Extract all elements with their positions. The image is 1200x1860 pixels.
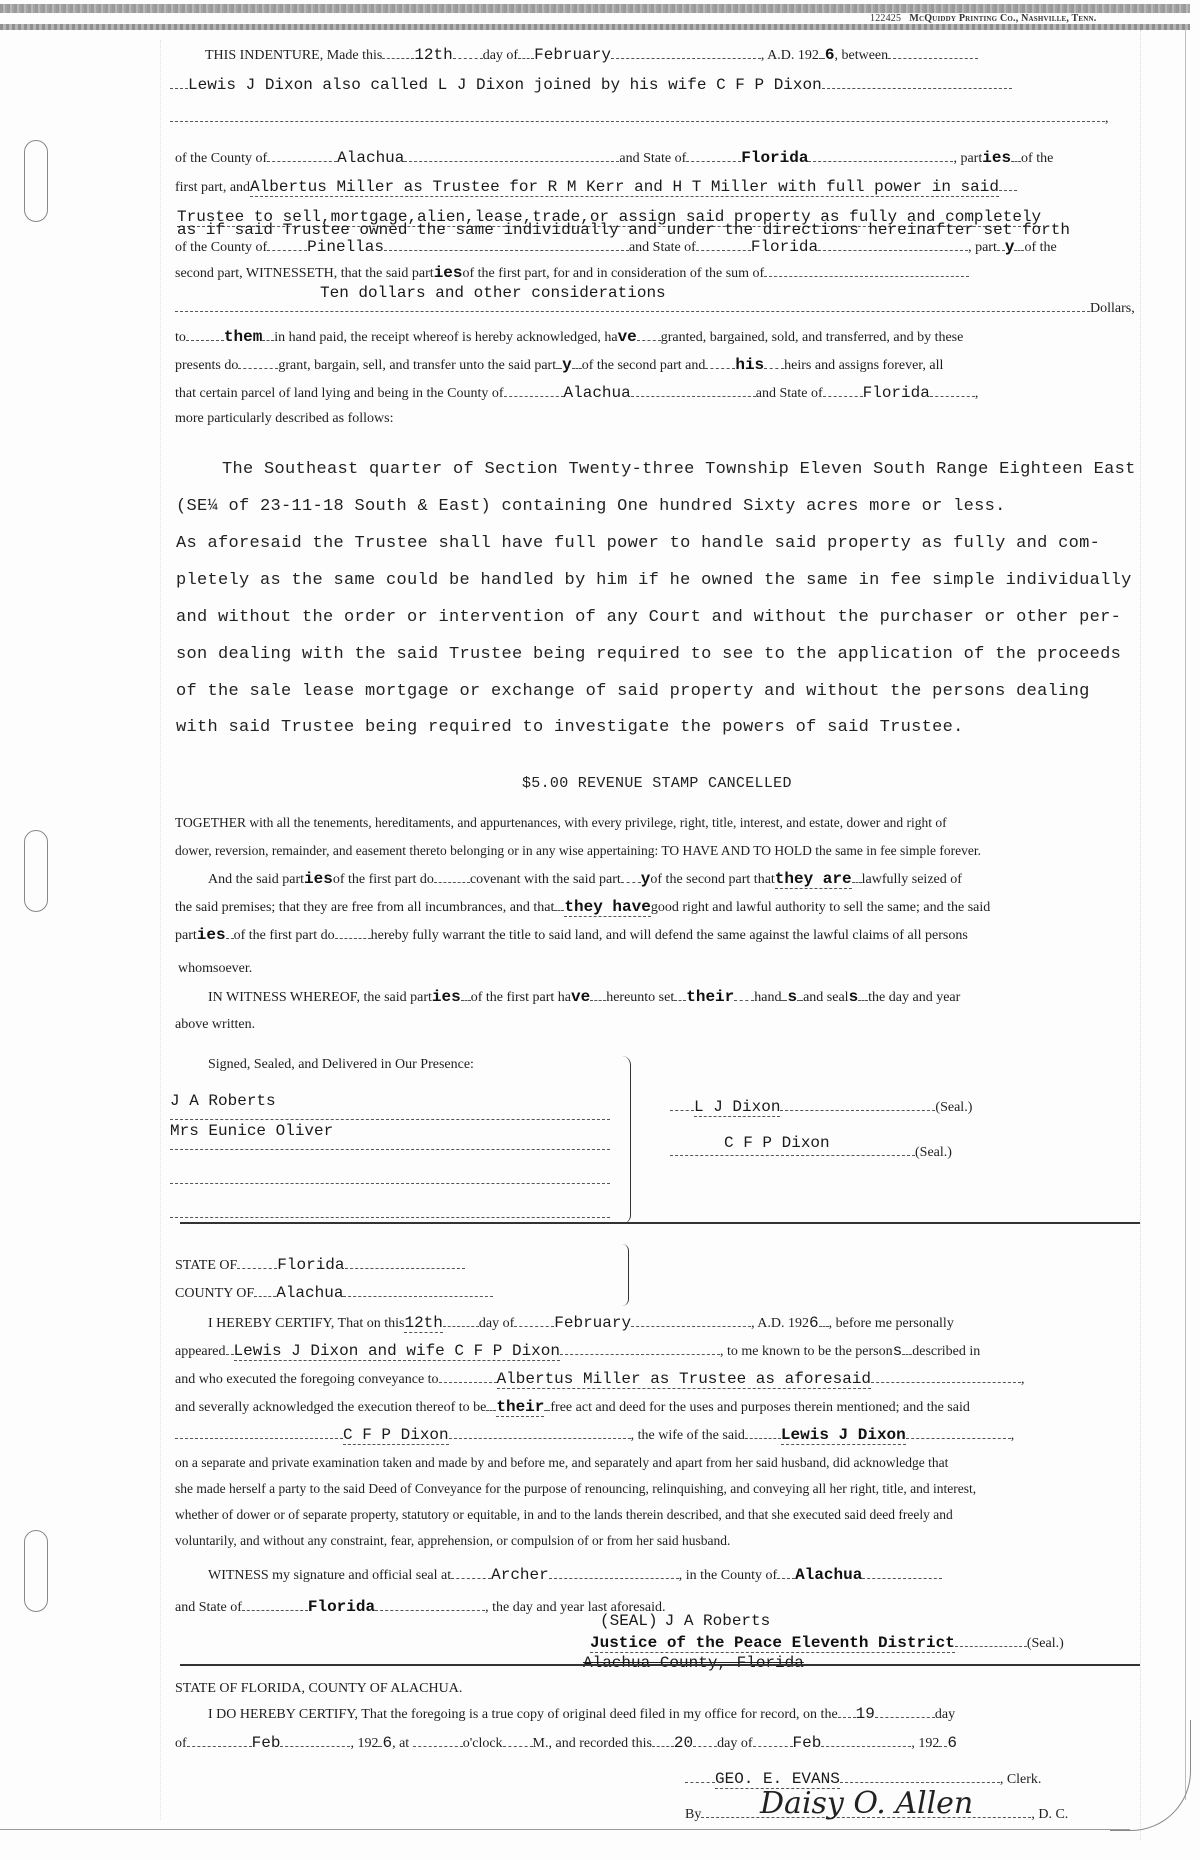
page-corner-curl: [1110, 1720, 1191, 1831]
conveyed-to: Albertus Miller as Trustee as aforesaid: [496, 1370, 872, 1388]
label: the said premises; that they are free from all incumbrances, and that: [175, 900, 555, 915]
severally-line: [175, 1398, 970, 1417]
right-margin-line: [1140, 30, 1142, 1840]
party-suffix: ies: [196, 926, 226, 944]
in-witness-line: [208, 988, 960, 1007]
witness-seal-line: [208, 1566, 942, 1585]
section-divider: [180, 1664, 1140, 1666]
ack-day: 12th: [404, 1314, 443, 1332]
label: to: [175, 330, 186, 345]
separate-exam-line: on a separate and private examination taken and made by and before me, and separately and apart from her said husband, did acknowledge that: [175, 1455, 949, 1470]
covenant-line: [208, 870, 962, 889]
description-line: (SE¼ of 23-11-18 South & East) containing One hundred Sixty acres more or less.: [176, 497, 1006, 516]
parcel-line: that certain parcel of land lying and being in the County of Alachua and State of Florida ,: [175, 384, 979, 402]
label: , D. C.: [1031, 1807, 1069, 1822]
whomsoever-text: whomsoever.: [178, 961, 253, 976]
label: of the: [1024, 240, 1057, 255]
grantor-names: Lewis J Dixon also called L J Dixon joined by his wife C F P Dixon: [188, 76, 822, 94]
witness-state-line: [175, 1598, 665, 1617]
label: By: [685, 1807, 702, 1822]
parcel-county: Alachua: [563, 384, 631, 402]
premises-line: [175, 898, 990, 917]
grantor-signature-line: [670, 1144, 952, 1162]
grantee-state: Florida: [750, 238, 819, 256]
grantee-county: Pinellas: [307, 238, 384, 256]
label: , the wife of the said: [630, 1428, 745, 1443]
grantee-name: Albertus Miller as Trustee for R M Kerr and H T Miller with full power in said: [250, 178, 999, 196]
label: And the said part: [208, 872, 305, 887]
grantee-line-1: [175, 178, 1017, 197]
presents-line: [175, 356, 943, 375]
label: WITNESS my signature and official seal at: [208, 1568, 452, 1583]
grantor-names-line: [170, 76, 1012, 95]
grantee-part-suffix: y: [1004, 238, 1015, 256]
label: in hand paid, the receipt whereof is hereby acknowledged, ha: [274, 330, 618, 345]
binder-hole-icon: [24, 140, 48, 222]
ack-county-line: [175, 1284, 493, 1303]
premises-fill: they have: [564, 898, 651, 916]
label: appeared: [175, 1344, 226, 1359]
label: STATE OF: [175, 1258, 238, 1273]
presence-label: Signed, Sealed, and Delivered in Our Presence:: [208, 1057, 474, 1072]
label: and severally acknowledged the execution thereof to be: [175, 1400, 487, 1415]
paid-line: [175, 328, 963, 347]
label: COUNTY OF: [175, 1286, 255, 1301]
witness-place: Archer: [491, 1566, 549, 1584]
binder-hole-icon: [24, 830, 48, 912]
ack-year: 6: [809, 1314, 819, 1332]
description-line: son dealing with the said Trustee being required to see to the application of the proceeds: [176, 645, 1122, 664]
label: , A.D. 192: [751, 1316, 810, 1331]
label: and State of: [755, 386, 823, 401]
label: part: [175, 928, 197, 943]
label: day: [934, 1707, 956, 1722]
officer-county: Alachua County, Florida: [583, 1654, 804, 1672]
label: I HEREBY CERTIFY, That on this: [208, 1316, 405, 1331]
label: first part, and: [175, 180, 251, 195]
label: of the County of: [175, 151, 268, 166]
heirs-pronoun: his: [735, 356, 765, 374]
officer-title: Justice of the Peace Eleventh District: [590, 1634, 955, 1652]
label: of the second part and: [581, 358, 706, 373]
wife-line: C F P Dixon , the wife of the said Lewis J Dixon ,: [175, 1426, 1014, 1445]
binder-hole-icon: [24, 1530, 48, 1612]
label: , in the County of: [678, 1568, 778, 1583]
signer-name: L J Dixon: [694, 1098, 781, 1116]
grantee-powers: Trustee to sell,mortgage,alien,lease,trade,or assign said property as fully and completely: [177, 208, 1042, 226]
wife-name: C F P Dixon: [343, 1426, 449, 1444]
signer-name: C F P Dixon: [724, 1134, 830, 1152]
blank-line: ,: [170, 110, 1109, 128]
party-suffix: y: [562, 356, 572, 374]
rule: [170, 1138, 610, 1156]
label: , A.D. 192: [760, 48, 819, 63]
label: hereby fully warrant the title to said land, and will defend the same against the lawful claims of all persons: [370, 928, 968, 943]
description-line: with said Trustee being required to investigate the powers of said Trustee.: [176, 718, 964, 737]
label: hereunto set: [606, 990, 675, 1005]
recording-date-line: [175, 1734, 957, 1753]
label: , before me personally: [828, 1316, 954, 1331]
label: IN WITNESS WHEREOF, the said part: [208, 990, 432, 1005]
label: free act and deed for the uses and purposes therein mentioned; and the said: [550, 1400, 970, 1415]
consideration-amount: Ten dollars and other considerations: [320, 284, 666, 302]
seal-label: (Seal.): [915, 1145, 952, 1160]
seal-label: (Seal.): [935, 1100, 973, 1115]
recorded-year: 6: [947, 1734, 957, 1752]
label: , 192: [350, 1736, 379, 1751]
label: M., and recorded this: [532, 1736, 652, 1751]
deputy-clerk-signature: Daisy O. Allen: [760, 1786, 974, 1821]
label: day of: [717, 1736, 753, 1751]
header-band-lower: [0, 24, 1190, 30]
party-suffix: ies: [433, 264, 463, 282]
covenant-fill: they are: [774, 870, 852, 888]
indenture-month: February: [534, 46, 611, 64]
bottom-edge: [0, 1829, 1130, 1830]
label: that certain parcel of land lying and being in the County of: [175, 386, 504, 401]
separate-exam-line: voluntarily, and without any constraint, fear, apprehension, or compulsion of or from her said husband.: [175, 1533, 731, 1548]
header-band: [0, 4, 1190, 13]
indenture-day: 12th: [414, 46, 453, 64]
party-suffix: y: [640, 870, 651, 888]
parcel-state: Florida: [862, 384, 930, 402]
husband-name: Lewis J Dixon: [780, 1426, 906, 1444]
label: , between: [834, 48, 889, 63]
recorded-day: 20: [673, 1734, 694, 1752]
habendum-line: dower, reversion, remainder, and easement thereto belonging or in any wise appertaining: TO HAVE AND TO HOLD the same in fee simple forever.: [175, 843, 981, 858]
brace: [622, 1244, 629, 1306]
left-margin-line: [160, 40, 162, 1820]
indenture-year: 6: [824, 46, 835, 64]
appeared-names: Lewis J Dixon and wife C F P Dixon: [233, 1342, 560, 1360]
label: lawfully seized of: [861, 872, 962, 887]
description-line: of the sale lease mortgage or exchange of said property and without the persons dealing: [176, 682, 1090, 701]
label: of the County of: [175, 240, 268, 255]
description-line: As aforesaid the Trustee shall have full power to handle said property as fully and com-: [176, 534, 1101, 553]
label: of the second part that: [650, 872, 775, 887]
ack-month: February: [554, 1314, 632, 1332]
description-line: and without the order or intervention of any Court and without the purchaser or other per-: [176, 608, 1122, 627]
label: covenant with the said part: [469, 872, 621, 887]
separate-exam-line: whether of dower or of separate property, statutory or equitable, in and to the lands therein described, and that she executed said deed freely and: [175, 1507, 953, 1522]
dollars-line: [175, 300, 1135, 318]
label: o'clock: [462, 1736, 503, 1751]
printer-imprint: [870, 13, 1097, 24]
grantor-state: Florida: [741, 149, 809, 167]
seal-label: (Seal.): [1026, 1636, 1064, 1651]
indenture-date-line: [205, 46, 978, 65]
form-number: 122425: [870, 13, 902, 24]
label: day of: [478, 1316, 515, 1331]
paid-to: them: [223, 328, 263, 346]
label: , 192: [911, 1736, 940, 1751]
recorded-month: Feb: [792, 1734, 822, 1752]
habendum-line: TOGETHER with all the tenements, hereditaments, and appurtenances, with every privilege, right, title, interest, and estate, dower and right of: [175, 815, 947, 830]
recording-heading: STATE OF FLORIDA, COUNTY OF ALACHUA.: [175, 1681, 463, 1696]
label: of the: [1021, 151, 1054, 166]
label: the day and year: [868, 990, 961, 1005]
label: and seal: [803, 990, 849, 1005]
ack-state-line: [175, 1256, 465, 1275]
seal-mark: (SEAL): [600, 1612, 658, 1630]
label: , at: [392, 1736, 410, 1751]
label: described in: [912, 1344, 981, 1359]
label: of the first part do: [332, 872, 434, 887]
have-suffix: ve: [617, 328, 637, 346]
conveyance-line: and who executed the foregoing conveyance to Albertus Miller as Trustee as aforesaid ,: [175, 1370, 1025, 1388]
label: and who executed the foregoing conveyance to: [175, 1372, 439, 1387]
grantee-county-line: [175, 238, 1057, 257]
label: and State of: [175, 1600, 242, 1615]
witness-name: J A Roberts: [170, 1092, 276, 1110]
label: day of: [482, 48, 519, 63]
appeared-line: [175, 1342, 980, 1361]
officer-name-line: [600, 1612, 770, 1631]
label: and State of: [628, 240, 696, 255]
their-fill: their: [496, 1398, 545, 1416]
label: heirs and assigns forever, all: [784, 358, 944, 373]
label: , part: [968, 240, 997, 255]
grantor-county: Alachua: [337, 149, 405, 167]
witness-signature-line: [170, 1172, 610, 1190]
filed-month: Feb: [251, 1734, 281, 1752]
label: Dollars,: [1090, 301, 1135, 316]
described-label: [175, 410, 393, 428]
label: second part, WITNESSETH, that the said part: [175, 266, 434, 281]
grantor-part-suffix: ies: [982, 149, 1012, 167]
ack-county: Alachua: [276, 1284, 344, 1302]
label: , Clerk.: [999, 1772, 1042, 1787]
above-written-text: above written.: [175, 1017, 256, 1032]
certify-line: [208, 1314, 954, 1333]
warrant-line: [175, 926, 968, 945]
label: THIS INDENTURE, Made this: [205, 48, 383, 63]
plural-suffix: s: [787, 988, 798, 1006]
description-line: pletely as the same could be handled by him if he owned the same in fee simple individually: [176, 571, 1132, 590]
label: , part: [953, 151, 983, 166]
right-page-edge: [1185, 30, 1187, 1800]
grantor-county-line: [175, 149, 1053, 168]
label: and State of: [619, 151, 687, 166]
label: presents do: [175, 358, 239, 373]
grantee-directions: as if said Trustee owned the same individually and under the directions hereinafter set forth: [177, 221, 1070, 239]
witness-pronoun: their: [686, 988, 735, 1006]
section-divider: [180, 1222, 1140, 1224]
filed-day: 19: [855, 1705, 875, 1723]
revenue-stamp-note: $5.00 REVENUE STAMP CANCELLED: [522, 775, 792, 792]
witness-name: Mrs Eunice Oliver: [170, 1122, 334, 1140]
recording-certify-line: [208, 1705, 955, 1724]
printer-name: McQuiddy Printing Co., Nashville, Tenn.: [909, 13, 1097, 24]
label: of the first part ha: [470, 990, 571, 1005]
label: granted, bargained, sold, and transferred, and by these: [660, 330, 964, 345]
party-suffix: ies: [431, 988, 461, 1006]
label: good right and lawful authority to sell the same; and the said: [650, 900, 991, 915]
label: I DO HEREBY CERTIFY, That the foregoing is a true copy of original deed filed in my office for record, on the: [208, 1707, 838, 1722]
party-suffix: ies: [304, 870, 333, 888]
filed-year: 6: [382, 1734, 393, 1752]
witness-county: Alachua: [795, 1566, 863, 1584]
plural-suffix: s: [892, 1342, 903, 1360]
witnesseth-line: [175, 264, 969, 283]
label: , the day and year last aforesaid.: [485, 1600, 666, 1615]
label: of the first part, for and in consideration of the sum of: [462, 266, 765, 281]
label: of the first part do: [233, 928, 335, 943]
clerk-name: GEO. E. EVANS: [715, 1770, 840, 1788]
ack-state: Florida: [277, 1256, 345, 1274]
brace: [622, 1056, 631, 1224]
description-line: The Southeast quarter of Section Twenty-three Township Eleven South Range Eighteen East: [222, 460, 1136, 479]
grantor-signature-line: [670, 1098, 972, 1117]
witness-state: Florida: [307, 1598, 376, 1616]
label: of: [175, 1736, 187, 1751]
have-suffix: ve: [571, 988, 591, 1006]
label: , to me known to be the person: [719, 1344, 893, 1359]
officer-name: J A Roberts: [664, 1612, 771, 1630]
plural-suffix: s: [848, 988, 859, 1006]
label: grant, bargain, sell, and transfer unto the said part: [278, 358, 557, 373]
separate-exam-line: she made herself a party to the said Deed of Conveyance for the purpose of renouncing, relinquishing, and conveying all her right, title, and interest,: [175, 1481, 977, 1496]
label: hand: [754, 990, 782, 1005]
officer-title-line: [590, 1634, 1064, 1653]
label: more particularly described as follows:: [175, 411, 394, 426]
